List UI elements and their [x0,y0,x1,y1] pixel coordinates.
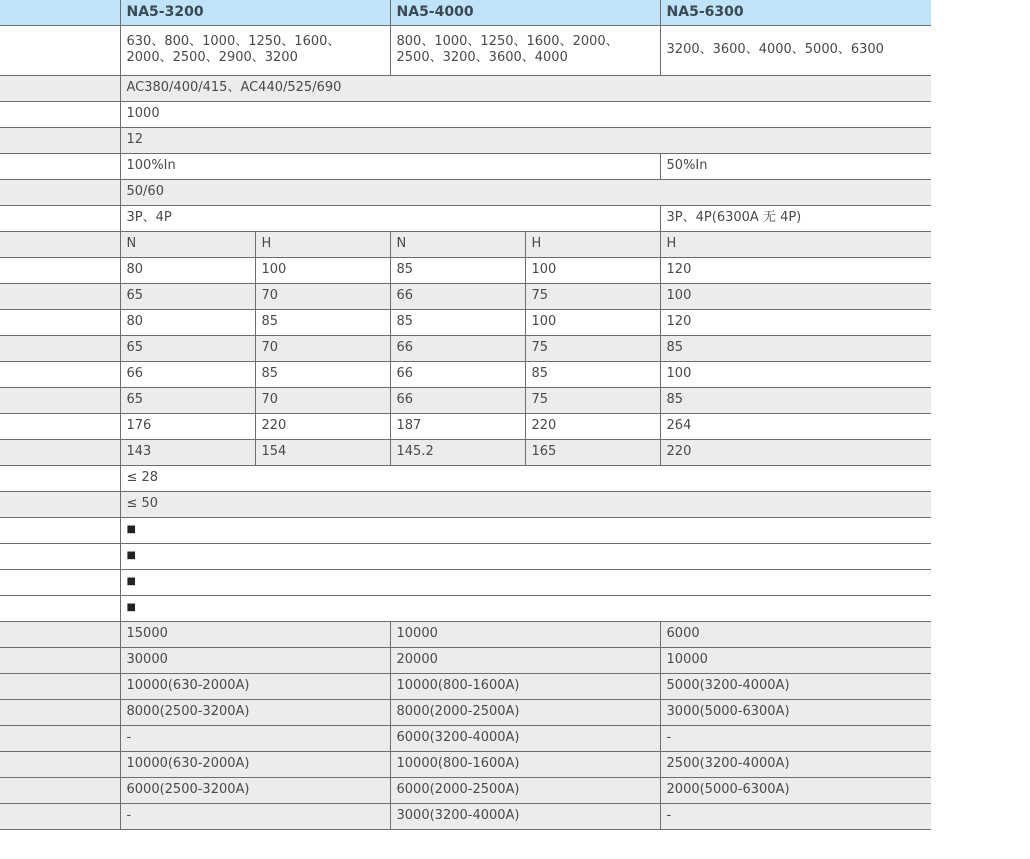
table-cell [255,439,390,465]
header-na5-6300: NA5-6300 [660,0,931,25]
table-cell [660,361,931,387]
table-cell [120,751,390,777]
cell-text: 10000(800-1600A) [396,678,520,693]
cell-text: 70 [261,392,279,407]
cell-text: ≤ 50 [126,496,159,511]
cell-text: 6000(2500-3200A) [126,782,250,797]
table-cell [255,283,390,309]
table-row [0,439,931,465]
table-row [0,803,931,829]
table-cell [390,335,525,361]
table-cell [120,127,931,153]
table-cell [390,257,525,283]
table-cell [660,205,931,231]
cell-text: 66 [126,366,144,381]
table-cell [120,777,390,803]
table-cell [660,153,931,179]
cell-text: 264 [666,418,692,433]
table-row [0,25,931,75]
cell-text: 12 [126,132,144,147]
table-cell [660,439,931,465]
table-cell [390,803,660,829]
row-label-cell [0,569,120,595]
cell-text: 6000(2000-2500A) [396,782,520,797]
cell-text: 75 [531,392,549,407]
row-label-cell [0,75,120,101]
cell-text: 8000(2000-2500A) [396,704,520,719]
table-cell [660,647,931,673]
row-label-cell [0,361,120,387]
cell-text: 8000(2500-3200A) [126,704,250,719]
row-label-cell [0,803,120,829]
cell-text: 85 [531,366,549,381]
cell-text: 3000(5000-6300A) [666,704,790,719]
table-cell [660,335,931,361]
cell-text: 10000(800-1600A) [396,756,520,771]
row-label-cell [0,751,120,777]
cell-text: 120 [666,314,692,329]
table-cell [120,335,255,361]
table-cell [120,413,255,439]
cell-text: - [666,730,672,745]
table-row [0,283,931,309]
marker-cell [120,543,931,569]
cell-text: 145.2 [396,444,434,459]
cell-text: 800、1000、1250、1600、2000、2500、3200、3600、4000 [396,34,619,65]
header-row [0,0,931,25]
table-cell [255,387,390,413]
table-cell [120,699,390,725]
cell-text: 100 [666,366,692,381]
table-row [0,777,931,803]
cell-text: 3200、3600、4000、5000、6300 [666,42,884,57]
table-row [0,647,931,673]
row-label-cell [0,25,120,75]
cell-text: 50/60 [126,184,164,199]
table-cell [390,751,660,777]
table-row [0,413,931,439]
cell-text: 66 [396,288,414,303]
row-label-cell [0,439,120,465]
table-cell [390,621,660,647]
table-cell [390,413,525,439]
cell-text: 85 [666,340,684,355]
cell-text: 30000 [126,652,168,667]
square-marker-icon: ■ [126,524,136,535]
table-cell [390,439,525,465]
table-cell [660,25,931,75]
table-cell [390,699,660,725]
table-row [0,231,931,257]
table-cell [660,309,931,335]
table-cell [660,413,931,439]
cell-text: 10000 [666,652,708,667]
cell-text: 10000(630-2000A) [126,756,250,771]
cell-text: 220 [666,444,692,459]
cell-text: 176 [126,418,152,433]
table-row [0,101,931,127]
row-label-cell [0,595,120,621]
row-label-cell [0,491,120,517]
table-cell [120,465,931,491]
cell-text: 6000 [666,626,700,641]
table-cell [525,387,660,413]
table-cell [525,283,660,309]
row-label-cell [0,205,120,231]
row-label-cell [0,309,120,335]
table-row [0,309,931,335]
table-cell [390,777,660,803]
table-cell [660,777,931,803]
cell-text: 100 [261,262,287,277]
cell-text: 220 [531,418,557,433]
table-cell [660,283,931,309]
table-cell [120,75,931,101]
table-row [0,127,931,153]
row-label-cell [0,179,120,205]
table-cell [390,387,525,413]
cell-text: 2500(3200-4000A) [666,756,790,771]
cell-text: N [396,236,407,251]
table-cell [255,257,390,283]
cell-text: 3P、4P [126,210,172,225]
table-cell [120,491,931,517]
table-cell [660,621,931,647]
row-label-cell [0,465,120,491]
table-cell [255,361,390,387]
table-cell [120,621,390,647]
cell-text: 20000 [396,652,438,667]
table-cell [660,257,931,283]
row-label-cell [0,283,120,309]
table-cell [120,231,255,257]
cell-text: 85 [261,366,279,381]
table-row [0,361,931,387]
table-row [0,465,931,491]
table-cell [660,387,931,413]
row-label-cell [0,699,120,725]
marker-cell [120,569,931,595]
row-label-cell [0,777,120,803]
table-row [0,673,931,699]
marker-cell [120,595,931,621]
row-label-cell [0,387,120,413]
table-cell [525,309,660,335]
cell-text: 66 [396,392,414,407]
cell-text: 85 [396,314,414,329]
cell-text: 10000(630-2000A) [126,678,250,693]
row-label-cell [0,153,120,179]
cell-text: 66 [396,366,414,381]
table-cell [120,361,255,387]
cell-text: 85 [666,392,684,407]
table-cell [390,673,660,699]
cell-text: 1000 [126,106,160,121]
cell-text: - [666,808,672,823]
table-cell [660,751,931,777]
cell-text: 2000(5000-6300A) [666,782,790,797]
row-label-cell [0,231,120,257]
table-cell [525,335,660,361]
table-row [0,335,931,361]
table-cell [390,231,525,257]
cell-text: 75 [531,288,549,303]
table-cell [120,101,931,127]
table-row [0,699,931,725]
row-label-cell [0,543,120,569]
cell-text: H [666,236,677,251]
table-row [0,153,931,179]
table-row [0,387,931,413]
row-label-cell [0,621,120,647]
table-row [0,543,931,569]
cell-text: 15000 [126,626,168,641]
row-label-cell [0,101,120,127]
cell-text: 50%In [666,158,708,173]
table-cell [390,647,660,673]
table-row [0,491,931,517]
table-cell [660,725,931,751]
table-row [0,595,931,621]
cell-text: 120 [666,262,692,277]
table-cell [120,387,255,413]
cell-text: - [126,808,132,823]
row-label-cell [0,335,120,361]
cell-text: 143 [126,444,152,459]
cell-text: 85 [396,262,414,277]
cell-text: ≤ 28 [126,470,159,485]
cell-text: - [126,730,132,745]
cell-text: 3000(3200-4000A) [396,808,520,823]
row-label-cell [0,127,120,153]
table-row [0,205,931,231]
cell-text: 80 [126,314,144,329]
table-cell [120,803,390,829]
table-cell [120,439,255,465]
table-cell [120,283,255,309]
cell-text: 165 [531,444,557,459]
table-cell [390,283,525,309]
cell-text: 65 [126,288,144,303]
cell-text: 75 [531,340,549,355]
table-row [0,621,931,647]
table-row [0,569,931,595]
cell-text: 630、800、1000、1250、1600、2000、2500、2900、3200 [126,34,341,65]
table-cell [255,309,390,335]
row-label-cell [0,673,120,699]
row-label-cell [0,517,120,543]
table-cell [255,413,390,439]
table-cell [525,361,660,387]
table-row [0,179,931,205]
cell-text: 80 [126,262,144,277]
table-row [0,75,931,101]
cell-text: 66 [396,340,414,355]
table-cell [255,231,390,257]
table-cell [390,25,660,75]
cell-text: H [261,236,272,251]
cell-text: 10000 [396,626,438,641]
table-cell [120,179,931,205]
table-cell [120,725,390,751]
cell-text: 3P、4P(6300A 无 4P) [666,210,802,225]
header-na5-3200: NA5-3200 [120,0,390,25]
cell-text: 65 [126,392,144,407]
cell-text: N [126,236,137,251]
table-cell [660,673,931,699]
cell-text: 70 [261,340,279,355]
cell-text: AC380/400/415、AC440/525/690 [126,80,342,95]
table-cell [390,361,525,387]
header-na5-4000: NA5-4000 [390,0,660,25]
table-cell [120,309,255,335]
marker-cell [120,517,931,543]
table-cell [120,25,390,75]
table-cell [390,725,660,751]
cell-text: 85 [261,314,279,329]
cell-text: 100 [531,262,557,277]
cell-text: 6000(3200-4000A) [396,730,520,745]
square-marker-icon: ■ [126,576,136,587]
row-label-cell [0,647,120,673]
table-cell [120,153,660,179]
table-cell [525,257,660,283]
cell-text: H [531,236,542,251]
cell-text: 100 [531,314,557,329]
table-cell [660,803,931,829]
cell-text: 100 [666,288,692,303]
table-cell [120,205,660,231]
row-label-cell [0,725,120,751]
table-cell [525,439,660,465]
square-marker-icon: ■ [126,602,136,613]
table-cell [120,257,255,283]
row-label-cell [0,257,120,283]
table-cell [390,309,525,335]
row-label-cell [0,0,120,25]
table-row [0,751,931,777]
table-cell [525,413,660,439]
table-cell [255,335,390,361]
table-cell [660,231,931,257]
table-cell [525,231,660,257]
row-label-cell [0,413,120,439]
table-row [0,517,931,543]
cell-text: 154 [261,444,287,459]
cell-text: 65 [126,340,144,355]
cell-text: 187 [396,418,422,433]
table-cell [660,699,931,725]
table-row [0,725,931,751]
cell-text: 5000(3200-4000A) [666,678,790,693]
table-row [0,257,931,283]
table-cell [120,647,390,673]
cell-text: 220 [261,418,287,433]
square-marker-icon: ■ [126,550,136,561]
table-cell [120,673,390,699]
cell-text: 70 [261,288,279,303]
cell-text: 100%In [126,158,176,173]
